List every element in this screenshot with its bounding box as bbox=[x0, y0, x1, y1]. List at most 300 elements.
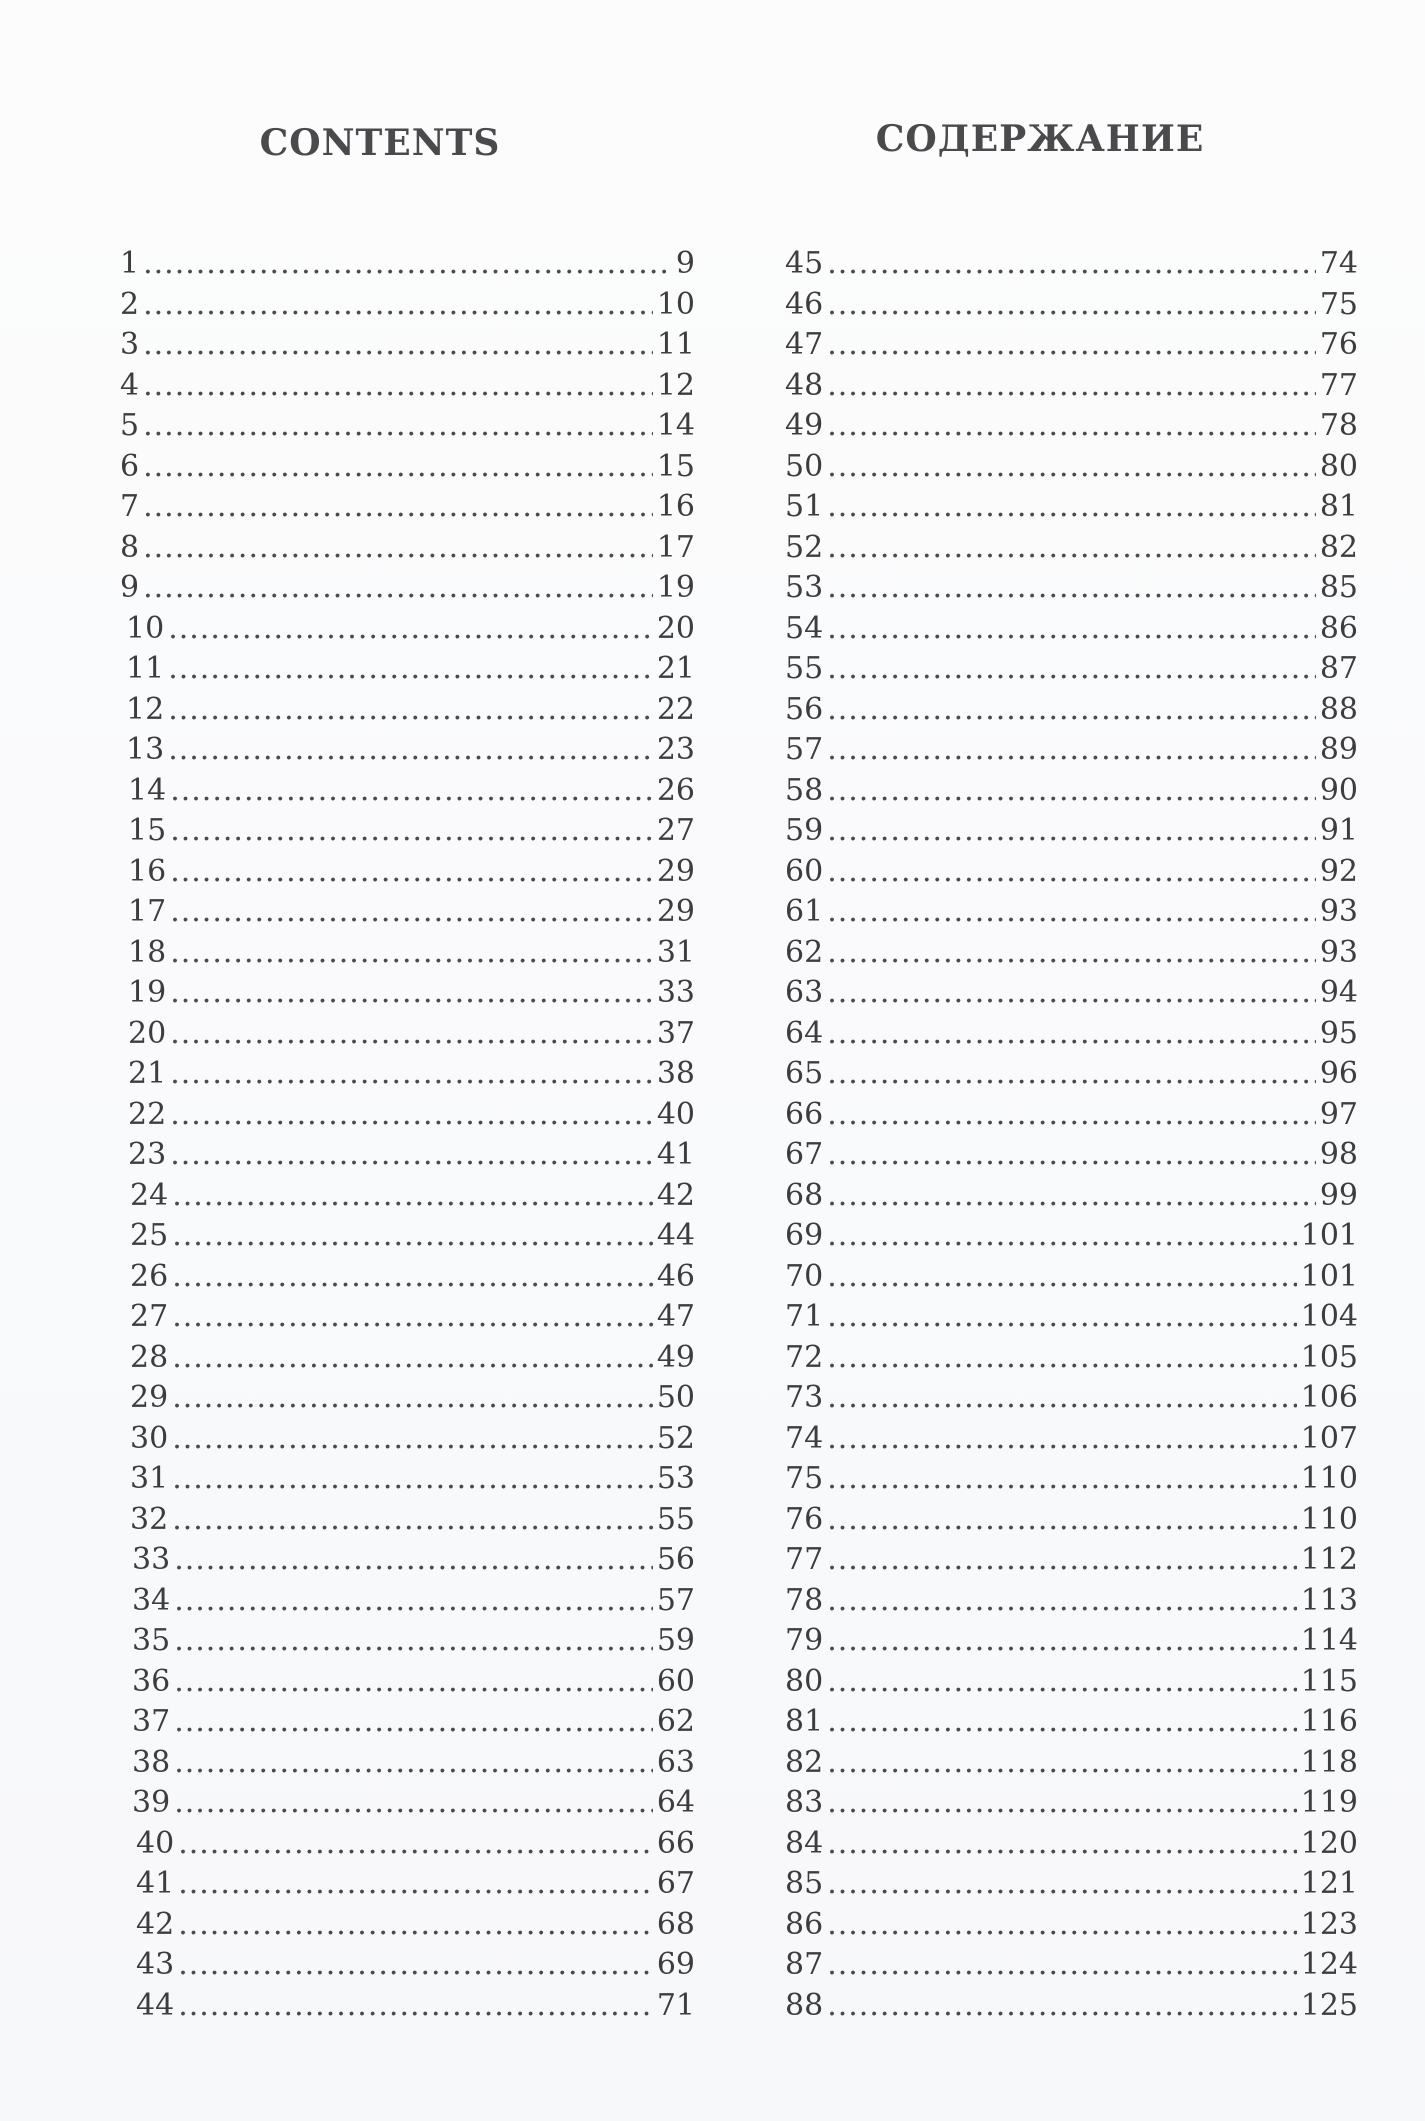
toc-entry-number: 8 bbox=[120, 529, 140, 565]
toc-entry-page: 27 bbox=[656, 813, 695, 848]
toc-entry-page: 104 bbox=[1300, 1299, 1358, 1334]
toc-entry-page: 115 bbox=[1300, 1663, 1358, 1699]
toc-entry-page: 94 bbox=[1319, 975, 1358, 1010]
toc-entry-number: 66 bbox=[785, 1096, 824, 1132]
toc-entry bbox=[785, 852, 1358, 893]
toc-entry bbox=[120, 1783, 695, 1824]
toc-entry-page: 11 bbox=[656, 327, 695, 362]
toc-entry-number: 58 bbox=[785, 772, 824, 808]
toc-entry-page: 9 bbox=[675, 246, 695, 281]
dot-leader bbox=[172, 1176, 653, 1217]
toc-entry bbox=[785, 487, 1358, 528]
toc-entry-number: 6 bbox=[120, 448, 140, 484]
toc-entry bbox=[785, 690, 1358, 731]
toc-entry bbox=[120, 1014, 695, 1055]
toc-entry bbox=[120, 325, 695, 366]
toc-entry-number: 2 bbox=[120, 286, 140, 322]
toc-entry-page: 114 bbox=[1300, 1623, 1358, 1658]
dot-leader bbox=[143, 487, 653, 528]
toc-entry-page: 78 bbox=[1319, 408, 1358, 443]
toc-entry-number: 30 bbox=[130, 1420, 169, 1456]
toc-entry bbox=[120, 852, 695, 893]
toc-entry bbox=[120, 1864, 695, 1905]
toc-entry bbox=[120, 771, 695, 812]
toc-entry bbox=[120, 366, 695, 407]
toc-entry-number: 88 bbox=[785, 1987, 824, 2023]
toc-entry bbox=[120, 690, 695, 731]
dot-leader bbox=[827, 1459, 1297, 1500]
toc-entry-number: 35 bbox=[132, 1623, 171, 1658]
toc-entry bbox=[785, 609, 1358, 650]
toc-entry-number: 60 bbox=[785, 853, 824, 889]
dot-leader bbox=[827, 447, 1316, 488]
toc-entry-page: 29 bbox=[656, 853, 695, 889]
dot-leader bbox=[170, 1054, 653, 1095]
toc-entry-page: 105 bbox=[1300, 1339, 1358, 1375]
toc-entry bbox=[785, 1540, 1358, 1581]
dot-leader bbox=[143, 366, 653, 407]
dot-leader bbox=[172, 1459, 653, 1500]
toc-entry-page: 107 bbox=[1300, 1420, 1358, 1456]
toc-entry-page: 46 bbox=[656, 1258, 695, 1294]
dot-leader bbox=[172, 1297, 653, 1338]
toc-entry-number: 34 bbox=[132, 1582, 171, 1618]
dot-leader bbox=[827, 487, 1316, 528]
toc-entry-number: 77 bbox=[785, 1542, 824, 1577]
toc-entry-page: 33 bbox=[656, 975, 695, 1010]
toc-entry bbox=[785, 1986, 1358, 2027]
toc-entry-number: 84 bbox=[785, 1825, 824, 1861]
dot-leader bbox=[827, 690, 1316, 731]
toc-entry-page: 120 bbox=[1300, 1825, 1358, 1861]
dot-leader bbox=[827, 1540, 1297, 1581]
toc-entry-page: 56 bbox=[656, 1542, 695, 1577]
toc-entry-page: 38 bbox=[656, 1056, 695, 1091]
dot-leader bbox=[172, 1500, 653, 1541]
toc-entry bbox=[120, 1135, 695, 1176]
toc-entry-page: 76 bbox=[1319, 327, 1358, 362]
toc-entry-number: 51 bbox=[785, 489, 824, 524]
toc-entry-number: 55 bbox=[785, 651, 824, 686]
toc-entry-number: 22 bbox=[128, 1096, 167, 1132]
toc-entry bbox=[120, 1338, 695, 1379]
toc-entry-page: 124 bbox=[1300, 1947, 1358, 1982]
toc-entry-number: 5 bbox=[120, 408, 140, 443]
toc-entry-number: 52 bbox=[785, 529, 824, 565]
dot-leader bbox=[827, 1419, 1297, 1460]
dot-leader bbox=[170, 892, 653, 933]
toc-entry-number: 33 bbox=[132, 1542, 171, 1577]
toc-entry-number: 26 bbox=[130, 1258, 169, 1294]
dot-leader bbox=[143, 406, 653, 447]
toc-entry bbox=[120, 730, 695, 771]
toc-entry-page: 116 bbox=[1300, 1704, 1358, 1739]
toc-entry-page: 41 bbox=[656, 1137, 695, 1172]
toc-entry-page: 110 bbox=[1300, 1461, 1358, 1496]
toc-entry bbox=[120, 1297, 695, 1338]
dot-leader bbox=[827, 366, 1316, 407]
toc-entry-page: 21 bbox=[656, 651, 695, 686]
toc-entry-page: 29 bbox=[656, 894, 695, 929]
toc-entry-page: 44 bbox=[656, 1218, 695, 1253]
toc-entry-page: 31 bbox=[656, 934, 695, 970]
toc-entry-number: 86 bbox=[785, 1906, 824, 1942]
toc-entry bbox=[120, 933, 695, 974]
toc-entry-number: 63 bbox=[785, 975, 824, 1010]
toc-entry bbox=[785, 1824, 1358, 1865]
toc-entry bbox=[785, 568, 1358, 609]
toc-entry-number: 17 bbox=[128, 894, 167, 929]
dot-leader bbox=[172, 1338, 653, 1379]
dot-leader bbox=[827, 771, 1316, 812]
toc-entry-number: 41 bbox=[136, 1866, 175, 1901]
toc-entry bbox=[785, 244, 1358, 285]
toc-entry-number: 43 bbox=[136, 1947, 175, 1982]
toc-entry-number: 78 bbox=[785, 1582, 824, 1618]
toc-entry-number: 1 bbox=[120, 246, 140, 281]
dot-leader bbox=[827, 1216, 1297, 1257]
toc-entry-number: 69 bbox=[785, 1218, 824, 1253]
toc-entry bbox=[785, 1135, 1358, 1176]
toc-entry-number: 40 bbox=[136, 1825, 175, 1861]
toc-entry-number: 19 bbox=[128, 975, 167, 1010]
toc-entry bbox=[120, 487, 695, 528]
toc-entry-number: 45 bbox=[785, 246, 824, 281]
dot-leader bbox=[174, 1783, 653, 1824]
dot-leader bbox=[827, 1783, 1297, 1824]
toc-entry-number: 59 bbox=[785, 813, 824, 848]
toc-entry-number: 80 bbox=[785, 1663, 824, 1699]
dot-leader bbox=[170, 1014, 653, 1055]
toc-entry-page: 112 bbox=[1300, 1542, 1358, 1577]
toc-entry-page: 12 bbox=[656, 367, 695, 403]
toc-entry-page: 80 bbox=[1319, 448, 1358, 484]
toc-entry-page: 77 bbox=[1319, 367, 1358, 403]
toc-entry-page: 26 bbox=[656, 772, 695, 808]
toc-entry-page: 15 bbox=[656, 448, 695, 484]
toc-entry-number: 7 bbox=[120, 489, 140, 524]
toc-entry bbox=[120, 1054, 695, 1095]
toc-entry-number: 47 bbox=[785, 327, 824, 362]
toc-entry bbox=[785, 1945, 1358, 1986]
toc-entry-page: 87 bbox=[1319, 651, 1358, 686]
dot-leader bbox=[827, 1176, 1316, 1217]
toc-entry-page: 19 bbox=[656, 570, 695, 605]
toc-entry-number: 61 bbox=[785, 894, 824, 929]
toc-entry-page: 123 bbox=[1300, 1906, 1358, 1942]
toc-entry-page: 92 bbox=[1319, 853, 1358, 889]
toc-entry bbox=[120, 1905, 695, 1946]
toc-entry-number: 23 bbox=[128, 1137, 167, 1172]
dot-leader bbox=[827, 1945, 1297, 1986]
toc-entry bbox=[785, 1054, 1358, 1095]
toc-entry-number: 87 bbox=[785, 1947, 824, 1982]
toc-entry-number: 65 bbox=[785, 1056, 824, 1091]
toc-entry-number: 79 bbox=[785, 1623, 824, 1658]
toc-entry-page: 42 bbox=[656, 1177, 695, 1213]
dot-leader bbox=[827, 1824, 1297, 1865]
dot-leader bbox=[168, 649, 653, 690]
toc-entry-page: 85 bbox=[1319, 570, 1358, 605]
toc-entry-page: 101 bbox=[1300, 1218, 1358, 1253]
dot-leader bbox=[827, 852, 1316, 893]
toc-entry-number: 49 bbox=[785, 408, 824, 443]
dot-leader bbox=[174, 1702, 653, 1743]
toc-entry-page: 69 bbox=[656, 1947, 695, 1982]
toc-entry-page: 67 bbox=[656, 1866, 695, 1901]
dot-leader bbox=[178, 1945, 653, 1986]
dot-leader bbox=[170, 1135, 653, 1176]
dot-leader bbox=[827, 528, 1316, 569]
toc-entry-number: 76 bbox=[785, 1501, 824, 1537]
toc-entry-page: 71 bbox=[656, 1987, 695, 2023]
toc-entry-number: 24 bbox=[130, 1177, 169, 1213]
dot-leader bbox=[827, 1621, 1297, 1662]
toc-entry-page: 93 bbox=[1319, 894, 1358, 929]
toc-entry-number: 73 bbox=[785, 1380, 824, 1415]
toc-entry-number: 70 bbox=[785, 1258, 824, 1294]
toc-entry-number: 57 bbox=[785, 732, 824, 767]
toc-entry-number: 3 bbox=[120, 327, 140, 362]
toc-entry-number: 83 bbox=[785, 1785, 824, 1820]
toc-entry bbox=[785, 892, 1358, 933]
toc-entry-number: 44 bbox=[136, 1987, 175, 2023]
toc-entry-page: 81 bbox=[1319, 489, 1358, 524]
toc-entry bbox=[120, 1095, 695, 1136]
dot-leader bbox=[143, 528, 653, 569]
dot-leader bbox=[174, 1581, 653, 1622]
toc-entry-number: 20 bbox=[128, 1015, 167, 1051]
contents-heading-russian: СОДЕРЖАНИЕ bbox=[875, 118, 1205, 160]
dot-leader bbox=[170, 811, 653, 852]
toc-entry-number: 81 bbox=[785, 1704, 824, 1739]
toc-entry-number: 4 bbox=[120, 367, 140, 403]
toc-entry bbox=[785, 1702, 1358, 1743]
toc-entry-number: 62 bbox=[785, 934, 824, 970]
toc-entry-page: 93 bbox=[1319, 934, 1358, 970]
toc-entry bbox=[785, 973, 1358, 1014]
toc-entry-number: 64 bbox=[785, 1015, 824, 1051]
toc-entry-page: 59 bbox=[656, 1623, 695, 1658]
toc-entry-number: 50 bbox=[785, 448, 824, 484]
toc-entry-number: 56 bbox=[785, 691, 824, 727]
dot-leader bbox=[827, 1135, 1316, 1176]
toc-entry bbox=[785, 1014, 1358, 1055]
toc-entry-number: 39 bbox=[132, 1785, 171, 1820]
toc-entry bbox=[785, 1905, 1358, 1946]
toc-entry bbox=[785, 325, 1358, 366]
dot-leader bbox=[143, 447, 653, 488]
dot-leader bbox=[827, 892, 1316, 933]
toc-entry-page: 50 bbox=[656, 1380, 695, 1415]
toc-entry bbox=[120, 528, 695, 569]
dot-leader bbox=[827, 1257, 1297, 1298]
toc-entry bbox=[120, 973, 695, 1014]
toc-entry bbox=[785, 1297, 1358, 1338]
toc-entry bbox=[120, 447, 695, 488]
toc-entry-number: 46 bbox=[785, 286, 824, 322]
dot-leader bbox=[168, 690, 653, 731]
toc-entry bbox=[785, 1419, 1358, 1460]
dot-leader bbox=[143, 244, 672, 285]
toc-entry-page: 125 bbox=[1300, 1987, 1358, 2023]
toc-entry-page: 23 bbox=[656, 732, 695, 767]
dot-leader bbox=[178, 1864, 653, 1905]
toc-entry-page: 90 bbox=[1319, 772, 1358, 808]
toc-entry bbox=[785, 1095, 1358, 1136]
toc-entry-page: 22 bbox=[656, 691, 695, 727]
dot-leader bbox=[174, 1662, 653, 1703]
dot-leader bbox=[827, 609, 1316, 650]
toc-entry-page: 99 bbox=[1319, 1177, 1358, 1213]
toc-entry-number: 38 bbox=[132, 1744, 171, 1780]
toc-entry-page: 91 bbox=[1319, 813, 1358, 848]
dot-leader bbox=[178, 1986, 653, 2027]
toc-entry-number: 48 bbox=[785, 367, 824, 403]
toc-entry bbox=[785, 771, 1358, 812]
dot-leader bbox=[827, 1297, 1297, 1338]
toc-entry bbox=[785, 1216, 1358, 1257]
toc-entry-page: 121 bbox=[1300, 1866, 1358, 1901]
toc-entry-number: 85 bbox=[785, 1866, 824, 1901]
toc-entry bbox=[120, 1743, 695, 1784]
toc-entry bbox=[120, 1702, 695, 1743]
dot-leader bbox=[143, 285, 653, 326]
toc-entry-number: 31 bbox=[130, 1461, 169, 1496]
toc-entry-page: 86 bbox=[1319, 610, 1358, 646]
toc-entry-number: 36 bbox=[132, 1663, 171, 1699]
toc-entry-page: 68 bbox=[656, 1906, 695, 1942]
toc-entry-page: 66 bbox=[656, 1825, 695, 1861]
toc-entry-number: 13 bbox=[126, 732, 165, 767]
dot-leader bbox=[827, 406, 1316, 447]
toc-entry-page: 64 bbox=[656, 1785, 695, 1820]
toc-entry bbox=[785, 1783, 1358, 1824]
toc-entry bbox=[120, 1459, 695, 1500]
dot-leader bbox=[170, 973, 653, 1014]
toc-entry-number: 75 bbox=[785, 1461, 824, 1496]
toc-entry bbox=[120, 892, 695, 933]
dot-leader bbox=[172, 1378, 653, 1419]
toc-entry-number: 54 bbox=[785, 610, 824, 646]
toc-entry bbox=[785, 649, 1358, 690]
toc-entry-number: 37 bbox=[132, 1704, 171, 1739]
toc-entry-number: 32 bbox=[130, 1501, 169, 1537]
toc-entry bbox=[120, 1540, 695, 1581]
toc-entry bbox=[785, 366, 1358, 407]
dot-leader bbox=[172, 1419, 653, 1460]
dot-leader bbox=[168, 730, 653, 771]
dot-leader bbox=[827, 1905, 1297, 1946]
toc-entry-page: 40 bbox=[656, 1096, 695, 1132]
toc-entry bbox=[785, 933, 1358, 974]
toc-entry bbox=[785, 1500, 1358, 1541]
toc-entry-page: 113 bbox=[1300, 1582, 1358, 1618]
toc-entry-page: 75 bbox=[1319, 286, 1358, 322]
toc-entry-page: 101 bbox=[1300, 1258, 1358, 1294]
toc-entry-page: 17 bbox=[656, 529, 695, 565]
toc-entry-number: 21 bbox=[128, 1056, 167, 1091]
toc-entry bbox=[120, 1581, 695, 1622]
toc-entry bbox=[785, 1662, 1358, 1703]
dot-leader bbox=[178, 1905, 653, 1946]
toc-entry-number: 12 bbox=[126, 691, 165, 727]
dot-leader bbox=[143, 325, 653, 366]
toc-entry-page: 49 bbox=[656, 1339, 695, 1375]
dot-leader bbox=[827, 1864, 1297, 1905]
toc-entry bbox=[120, 1621, 695, 1662]
toc-entry-page: 47 bbox=[656, 1299, 695, 1334]
dot-leader bbox=[827, 1581, 1297, 1622]
toc-entry-page: 82 bbox=[1319, 529, 1358, 565]
toc-entry bbox=[785, 1581, 1358, 1622]
toc-entry bbox=[120, 1216, 695, 1257]
dot-leader bbox=[170, 771, 653, 812]
toc-entry bbox=[120, 1986, 695, 2027]
toc-entry-page: 74 bbox=[1319, 246, 1358, 281]
dot-leader bbox=[827, 973, 1316, 1014]
dot-leader bbox=[827, 285, 1316, 326]
toc-entry-number: 16 bbox=[128, 853, 167, 889]
toc-entry-page: 37 bbox=[656, 1015, 695, 1051]
dot-leader bbox=[170, 1095, 653, 1136]
toc-entry-page: 98 bbox=[1319, 1137, 1358, 1172]
dot-leader bbox=[827, 325, 1316, 366]
toc-entry-page: 106 bbox=[1300, 1380, 1358, 1415]
dot-leader bbox=[174, 1743, 653, 1784]
toc-entry-page: 16 bbox=[656, 489, 695, 524]
toc-entry-number: 67 bbox=[785, 1137, 824, 1172]
toc-entry bbox=[120, 609, 695, 650]
dot-leader bbox=[170, 852, 653, 893]
toc-entry bbox=[120, 1419, 695, 1460]
toc-entry bbox=[785, 1864, 1358, 1905]
toc-entry bbox=[120, 285, 695, 326]
toc-entry-page: 118 bbox=[1300, 1744, 1358, 1780]
toc-entry-number: 82 bbox=[785, 1744, 824, 1780]
toc-entry bbox=[120, 811, 695, 852]
dot-leader bbox=[827, 1054, 1316, 1095]
toc-entry bbox=[785, 447, 1358, 488]
toc-entry-page: 96 bbox=[1319, 1056, 1358, 1091]
toc-entry-number: 72 bbox=[785, 1339, 824, 1375]
dot-leader bbox=[168, 609, 653, 650]
toc-entry bbox=[785, 1459, 1358, 1500]
toc-entry-number: 9 bbox=[120, 570, 140, 605]
toc-entry-page: 53 bbox=[656, 1461, 695, 1496]
toc-entry-page: 55 bbox=[656, 1501, 695, 1537]
toc-entry bbox=[785, 285, 1358, 326]
dot-leader bbox=[827, 1378, 1297, 1419]
toc-entry bbox=[785, 406, 1358, 447]
toc-entry-page: 60 bbox=[656, 1663, 695, 1699]
toc-entry-number: 18 bbox=[128, 934, 167, 970]
toc-entry-page: 20 bbox=[656, 610, 695, 646]
toc-entry bbox=[785, 1176, 1358, 1217]
toc-entry bbox=[120, 1257, 695, 1298]
toc-entry bbox=[785, 811, 1358, 852]
toc-entry bbox=[120, 406, 695, 447]
dot-leader bbox=[827, 649, 1316, 690]
toc-entry-page: 14 bbox=[656, 408, 695, 443]
dot-leader bbox=[827, 568, 1316, 609]
toc-entry-number: 14 bbox=[128, 772, 167, 808]
dot-leader bbox=[172, 1216, 653, 1257]
toc-entry bbox=[785, 1621, 1358, 1662]
dot-leader bbox=[172, 1257, 653, 1298]
toc-entry-page: 95 bbox=[1319, 1015, 1358, 1051]
toc-entry bbox=[120, 1176, 695, 1217]
